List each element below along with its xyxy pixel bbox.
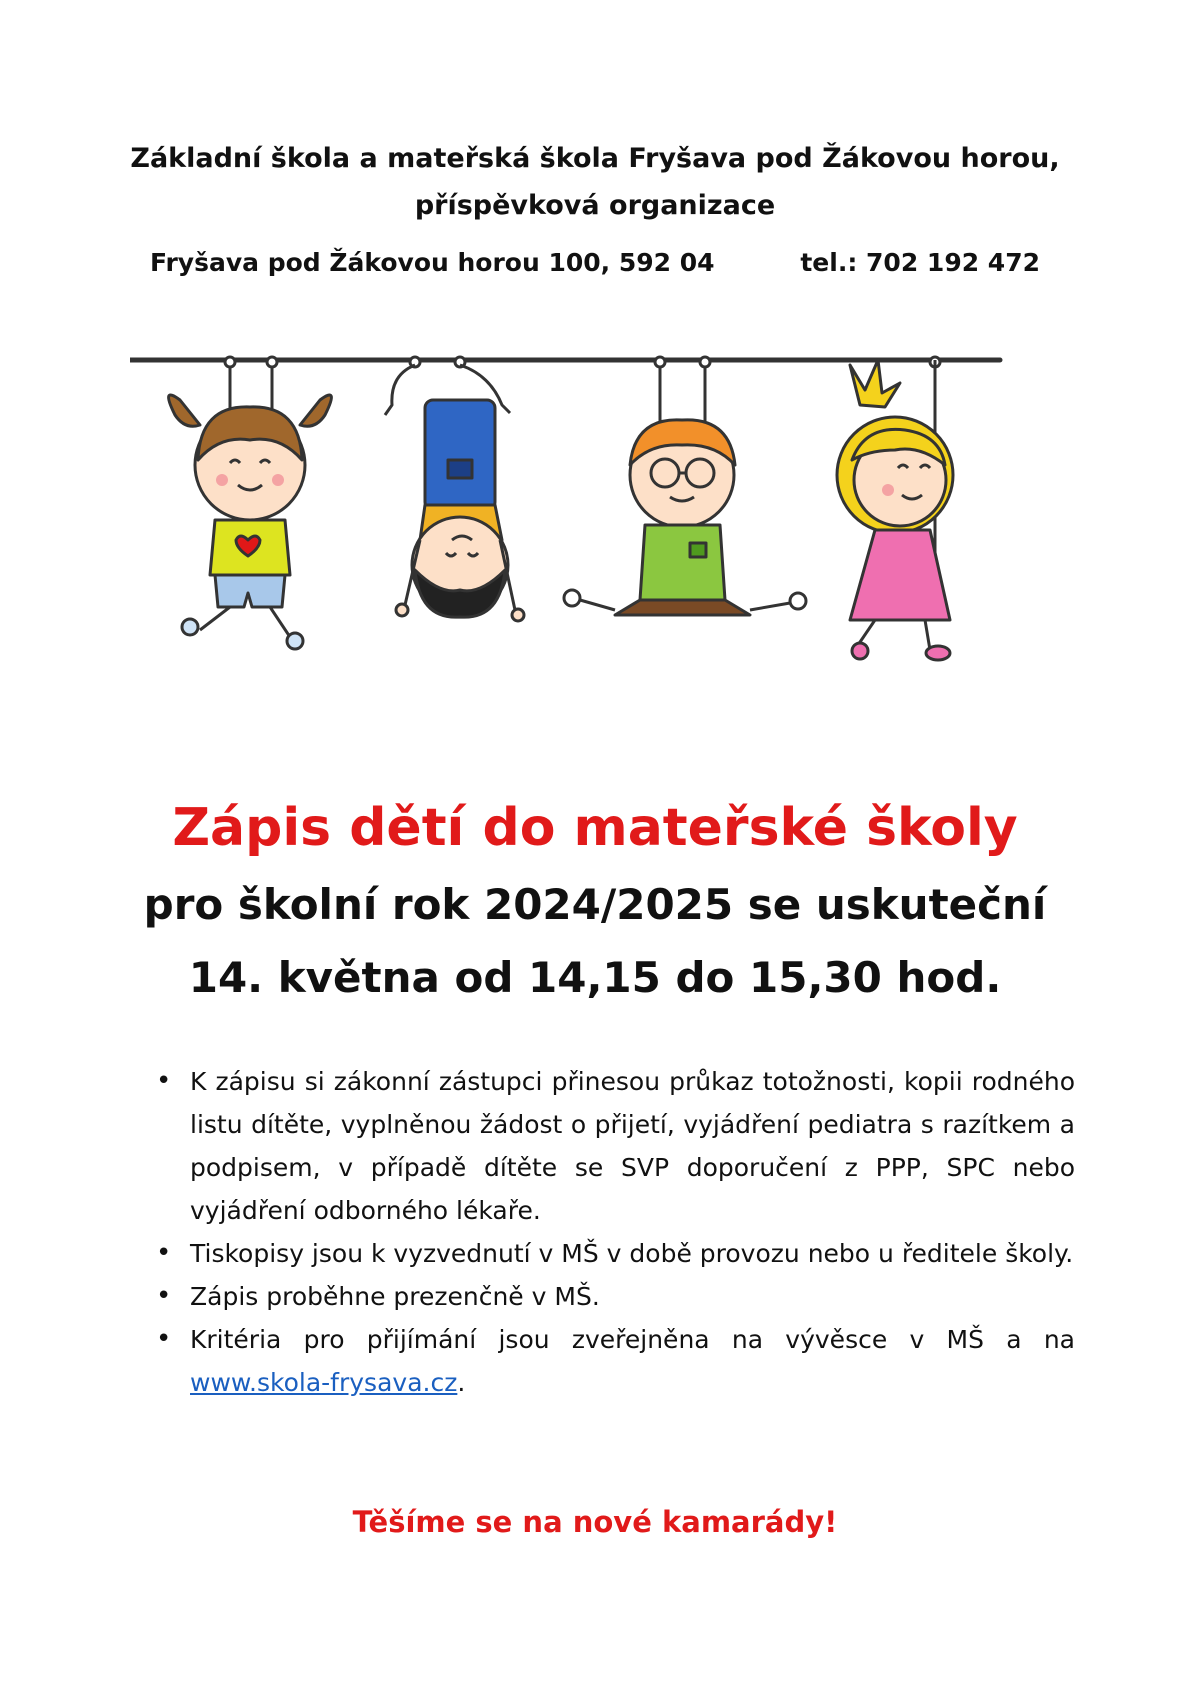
school-phone: tel.: 702 192 472 bbox=[800, 248, 1040, 277]
school-name-line1: Základní škola a mateřská škola Fryšava pod Žákovou horou, bbox=[130, 143, 1060, 174]
child-girl-pigtails-icon bbox=[169, 357, 332, 649]
list-item: • Tiskopisy jsou k vyzvednutí v MŠ v době provozu nebo u ředitele školy. bbox=[150, 1232, 1075, 1275]
link-suffix: . bbox=[457, 1368, 466, 1397]
list-item: • K zápisu si zákonní zástupci přinesou průkaz totožnosti, kopii rodného listu dítěte, vyplněnou žádost o přijetí, vyjádření pediatra s razítkem a podpisem, v případě dítěte se SVP doporučení z PPP, SPC nebo vyjádření odborného lékaře. bbox=[150, 1060, 1075, 1232]
closing-message: Těšíme se na nové kamarády! bbox=[352, 1505, 838, 1539]
child-girl-blonde-icon bbox=[837, 357, 953, 660]
subtitle-school-year: pro školní rok 2024/2025 se uskuteční bbox=[143, 880, 1047, 929]
website-link[interactable]: www.skola-frysava.cz bbox=[190, 1368, 458, 1397]
child-boy-glasses-icon bbox=[564, 357, 806, 615]
criteria-text: Kritéria pro přijímání jsou zveřejněna na vývěsce v MŠ a na bbox=[190, 1325, 1075, 1354]
subtitle-date-time: 14. května od 14,15 do 15,30 hod. bbox=[188, 953, 1002, 1002]
list-item: • Zápis proběhne prezenčně v MŠ. bbox=[150, 1275, 1075, 1318]
contact-row bbox=[150, 248, 1040, 277]
school-address: Fryšava pod Žákovou horou 100, 592 04 bbox=[150, 248, 715, 277]
school-name-line2: příspěvková organizace bbox=[414, 190, 776, 221]
hanging-children-illustration bbox=[130, 345, 1080, 725]
requirements-list bbox=[150, 1060, 1075, 1404]
child-boy-upside-down-icon bbox=[385, 357, 524, 621]
main-title: Zápis dětí do mateřské školy bbox=[172, 798, 1018, 858]
list-item-criteria bbox=[150, 1318, 1075, 1404]
